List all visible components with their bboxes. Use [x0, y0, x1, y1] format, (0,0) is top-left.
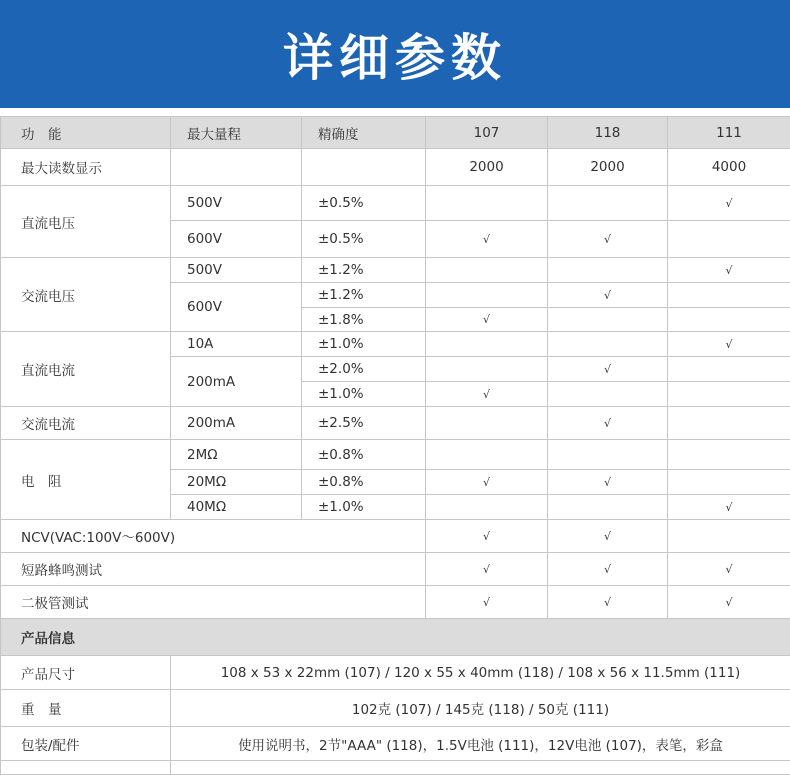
check-mark: √: [426, 553, 548, 586]
weight-label: 重 量: [1, 690, 171, 727]
header-function: 功 能: [1, 117, 171, 149]
table-row: [1, 690, 790, 727]
check-mark: √: [548, 586, 668, 619]
check-mark: √: [426, 308, 548, 332]
table-row: [1, 149, 790, 186]
accuracy-cell: ±0.5%: [302, 221, 426, 258]
check-mark: √: [426, 470, 548, 495]
dcv-label: 直流电压: [1, 186, 171, 258]
header-max-range: 最大量程: [171, 117, 302, 149]
accuracy-cell: ±0.8%: [302, 440, 426, 470]
package-value: 使用说明书，2节"AAA" (118)，1.5V电池 (111)，12V电池 (107)，表笔，彩盒: [171, 727, 790, 761]
accuracy-cell: ±1.0%: [302, 332, 426, 357]
check-mark: √: [548, 283, 668, 308]
check-mark: √: [548, 407, 668, 440]
diode-label: 二极管测试: [1, 586, 426, 619]
check-mark: √: [426, 520, 548, 553]
product-info-header: [1, 619, 790, 656]
accuracy-cell: ±1.0%: [302, 495, 426, 520]
range-cell: 200mA: [171, 407, 302, 440]
accuracy-cell: ±0.5%: [302, 186, 426, 221]
header-model-107: 107: [426, 117, 548, 149]
accuracy-cell: ±1.0%: [302, 382, 426, 407]
range-cell: 200mA: [171, 357, 302, 407]
table-row: [1, 407, 790, 440]
check-mark: √: [548, 553, 668, 586]
range-cell: 500V: [171, 186, 302, 221]
table-row: [1, 520, 790, 553]
table-row: [1, 553, 790, 586]
buzzer-label: 短路蜂鸣测试: [1, 553, 426, 586]
accuracy-cell: ±2.5%: [302, 407, 426, 440]
header-row: [1, 117, 790, 149]
table-row: [1, 258, 790, 283]
check-mark: √: [548, 520, 668, 553]
ncv-label: NCV(VAC:100V～600V): [1, 520, 426, 553]
header-model-118: 118: [548, 117, 668, 149]
check-mark: √: [668, 258, 790, 283]
table-row: [1, 332, 790, 357]
accuracy-cell: ±1.2%: [302, 258, 426, 283]
accuracy-cell: ±2.0%: [302, 357, 426, 382]
header-accuracy: 精确度: [302, 117, 426, 149]
max-reading-107: 2000: [426, 149, 548, 186]
check-mark: √: [668, 332, 790, 357]
accuracy-cell: ±0.8%: [302, 470, 426, 495]
page-title: 详细参数: [283, 18, 507, 90]
table-row: [1, 440, 790, 470]
res-label: 电 阻: [1, 440, 171, 520]
product-info-title: 产品信息: [1, 619, 790, 656]
size-label: 产品尺寸: [1, 656, 171, 690]
range-cell: 600V: [171, 221, 302, 258]
accuracy-cell: ±1.2%: [302, 283, 426, 308]
range-cell: 600V: [171, 283, 302, 332]
max-reading-label: 最大读数显示: [1, 149, 171, 186]
size-value: 108 x 53 x 22mm (107) / 120 x 55 x 40mm (118) / 108 x 56 x 11.5mm (111): [171, 656, 790, 690]
table-row: [1, 656, 790, 690]
table-row: [1, 586, 790, 619]
max-reading-111: 4000: [668, 149, 790, 186]
acv-label: 交流电压: [1, 258, 171, 332]
range-cell: 10A: [171, 332, 302, 357]
check-mark: √: [668, 495, 790, 520]
package-label: 包装/配件: [1, 727, 171, 761]
max-reading-118: 2000: [548, 149, 668, 186]
check-mark: √: [548, 470, 668, 495]
range-cell: 20MΩ: [171, 470, 302, 495]
range-cell: 2MΩ: [171, 440, 302, 470]
title-banner: [0, 0, 790, 108]
check-mark: √: [548, 357, 668, 382]
table-row: [1, 761, 790, 775]
check-mark: √: [548, 221, 668, 258]
header-model-111: 111: [668, 117, 790, 149]
aca-label: 交流电流: [1, 407, 171, 440]
table-row: [1, 186, 790, 221]
check-mark: √: [426, 221, 548, 258]
weight-value: 102克 (107) / 145克 (118) / 50克 (111): [171, 690, 790, 727]
check-mark: √: [668, 186, 790, 221]
range-cell: 40MΩ: [171, 495, 302, 520]
check-mark: √: [668, 586, 790, 619]
accuracy-cell: ±1.8%: [302, 308, 426, 332]
spec-table: [0, 116, 790, 775]
range-cell: 500V: [171, 258, 302, 283]
check-mark: √: [426, 382, 548, 407]
check-mark: √: [668, 553, 790, 586]
table-row: [1, 727, 790, 761]
check-mark: √: [426, 586, 548, 619]
dca-label: 直流电流: [1, 332, 171, 407]
